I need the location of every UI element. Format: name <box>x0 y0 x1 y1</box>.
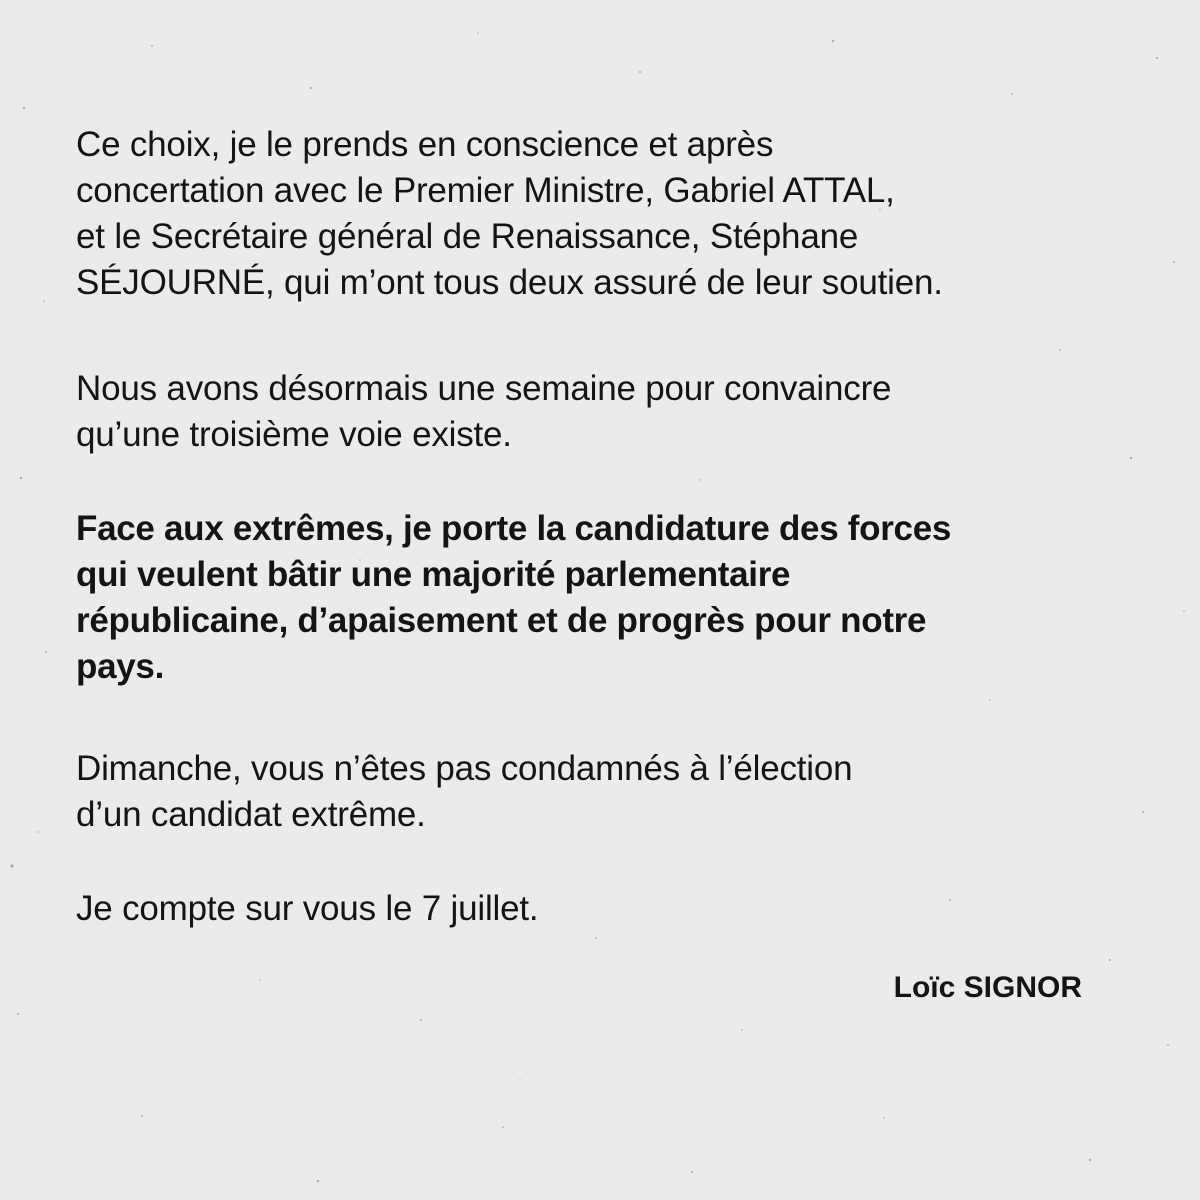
text-line: concertation avec le Premier Ministre, Gabriel ATTAL, <box>76 171 895 210</box>
text-line: qui veulent bâtir une majorité parlementaire <box>76 555 791 594</box>
text-line: Je compte sur vous le 7 juillet. <box>76 889 539 928</box>
text-line: et le Secrétaire général de Renaissance, Stéphane <box>76 217 859 256</box>
text-line: SÉJOURNÉ, qui m’ont tous deux assuré de leur soutien. <box>76 263 943 302</box>
text-line: qu’une troisième voie existe. <box>76 415 512 454</box>
text-line: Dimanche, vous n’êtes pas condamnés à l’élection <box>76 749 853 788</box>
paragraph-choice-statement <box>76 122 943 306</box>
paragraph-third-way <box>76 366 891 458</box>
text-line: Face aux extrêmes, je porte la candidature des forces <box>76 509 952 548</box>
text-line: républicaine, d’apaisement et de progrès pour notre <box>76 601 927 640</box>
text-line: Nous avons désormais une semaine pour convaincre <box>76 369 892 408</box>
paragraph-closing-call <box>76 886 538 932</box>
paragraph-bold-candidacy <box>76 506 951 690</box>
text-line: d’un candidat extrême. <box>76 795 426 834</box>
text-line: pays. <box>76 647 164 686</box>
signature: Loïc SIGNOR <box>893 971 1082 1004</box>
text-line: Ce choix, je le prends en conscience et après <box>76 125 774 164</box>
paragraph-sunday-election <box>76 746 852 838</box>
